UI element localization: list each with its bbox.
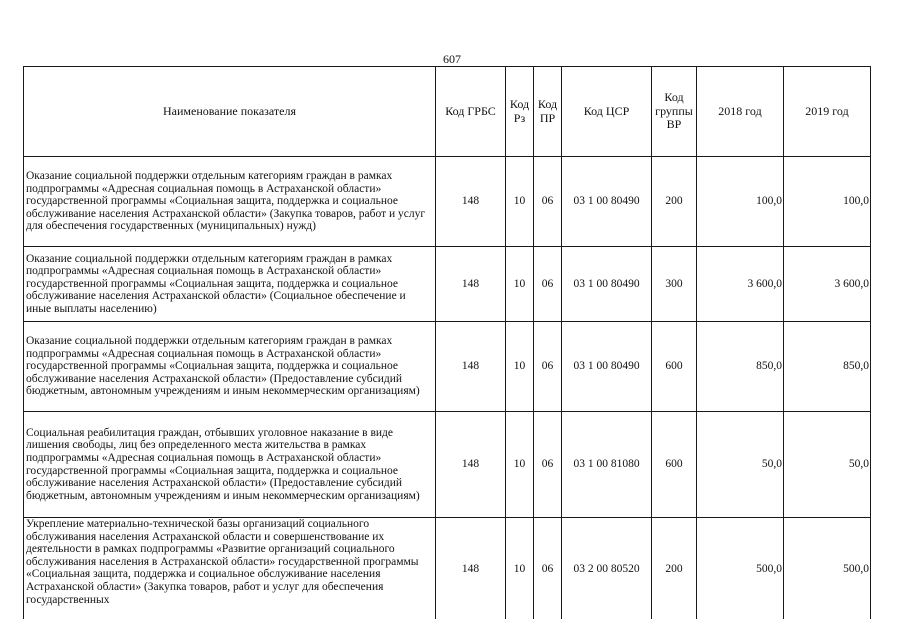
header-vr: Код группы ВР <box>652 67 697 157</box>
row-2018: 50,0 <box>697 412 784 518</box>
row-name: Оказание социальной поддержки отдельным категориям граждан в рамках подпрограммы «Адресная социальная помощь в Астраханской области» государственной программы «Социальная защита, поддержка и социальное обслуживание населения Астраханской области» (Социальное обеспечение и иные выплаты населению) <box>24 247 436 322</box>
table-row <box>24 518 871 621</box>
header-name: Наименование показателя <box>24 67 436 157</box>
row-vr: 600 <box>652 322 697 412</box>
table-row <box>24 322 871 412</box>
header-pr: Код ПР <box>534 67 562 157</box>
row-rz: 10 <box>506 322 534 412</box>
row-csr: 03 1 00 80490 <box>562 157 652 247</box>
row-2019: 50,0 <box>784 412 871 518</box>
row-pr: 06 <box>534 412 562 518</box>
row-grbs: 148 <box>436 518 506 621</box>
row-2019: 3 600,0 <box>784 247 871 322</box>
row-2018: 500,0 <box>697 518 784 621</box>
budget-table <box>23 66 871 621</box>
row-csr: 03 1 00 80490 <box>562 247 652 322</box>
header-rz: Код Рз <box>506 67 534 157</box>
row-2019: 500,0 <box>784 518 871 621</box>
row-2019: 100,0 <box>784 157 871 247</box>
row-2019: 850,0 <box>784 322 871 412</box>
row-pr: 06 <box>534 518 562 621</box>
row-2018: 100,0 <box>697 157 784 247</box>
table-row <box>24 247 871 322</box>
row-csr: 03 1 00 81080 <box>562 412 652 518</box>
row-rz: 10 <box>506 518 534 621</box>
row-pr: 06 <box>534 157 562 247</box>
row-csr: 03 1 00 80490 <box>562 322 652 412</box>
header-row <box>24 67 871 157</box>
row-2018: 850,0 <box>697 322 784 412</box>
row-vr: 300 <box>652 247 697 322</box>
table-row <box>24 412 871 518</box>
row-csr: 03 2 00 80520 <box>562 518 652 621</box>
row-name: Социальная реабилитация граждан, отбывших уголовное наказание в виде лишения свободы, лиц без определенного места жительства в рамках подпрограммы «Адресная социальная помощь в Астраханской области» государственной программы «Социальная защита, поддержка и социальное обслуживание населения Астраханской области» (Предоставление субсидий бюджетным, автономным учреждениям и иным некоммерческим организациям) <box>24 412 436 518</box>
row-pr: 06 <box>534 247 562 322</box>
row-name: Оказание социальной поддержки отдельным категориям граждан в рамках подпрограммы «Адресная социальная помощь в Астраханской области» государственной программы «Социальная защита, поддержка и социальное обслуживание населения Астраханской области» (Предоставление субсидий бюджетным, автономным учреждениям и иным некоммерческим организациям) <box>24 322 436 412</box>
row-rz: 10 <box>506 157 534 247</box>
row-name: Укрепление материально-технической базы организаций социального обслуживания населения Астраханской области и совершенствование их деятельности в рамках подпрограммы «Развитие организаций социального обслуживания населения в Астраханской области» государственной программы «Социальная защита, поддержка и социальное обслуживание населения Астраханской области» (Закупка товаров, работ и услуг для обеспечения государственных <box>24 518 436 621</box>
row-rz: 10 <box>506 247 534 322</box>
table-row <box>24 157 871 247</box>
row-grbs: 148 <box>436 157 506 247</box>
row-grbs: 148 <box>436 247 506 322</box>
page-bottom-cutoff <box>0 619 905 640</box>
row-vr: 200 <box>652 157 697 247</box>
row-grbs: 148 <box>436 322 506 412</box>
header-csr: Код ЦСР <box>562 67 652 157</box>
header-2018: 2018 год <box>697 67 784 157</box>
row-grbs: 148 <box>436 412 506 518</box>
row-name: Оказание социальной поддержки отдельным категориям граждан в рамках подпрограммы «Адресная социальная помощь в Астраханской области» государственной программы «Социальная защита, поддержка и социальное обслуживание населения Астраханской области» (Закупка товаров, работ и услуг для обеспечения государственных (муниципальных) нужд) <box>24 157 436 247</box>
row-rz: 10 <box>506 412 534 518</box>
row-vr: 200 <box>652 518 697 621</box>
row-vr: 600 <box>652 412 697 518</box>
row-pr: 06 <box>534 322 562 412</box>
page-number: 607 <box>443 52 461 66</box>
header-2019: 2019 год <box>784 67 871 157</box>
header-grbs: Код ГРБС <box>436 67 506 157</box>
row-2018: 3 600,0 <box>697 247 784 322</box>
